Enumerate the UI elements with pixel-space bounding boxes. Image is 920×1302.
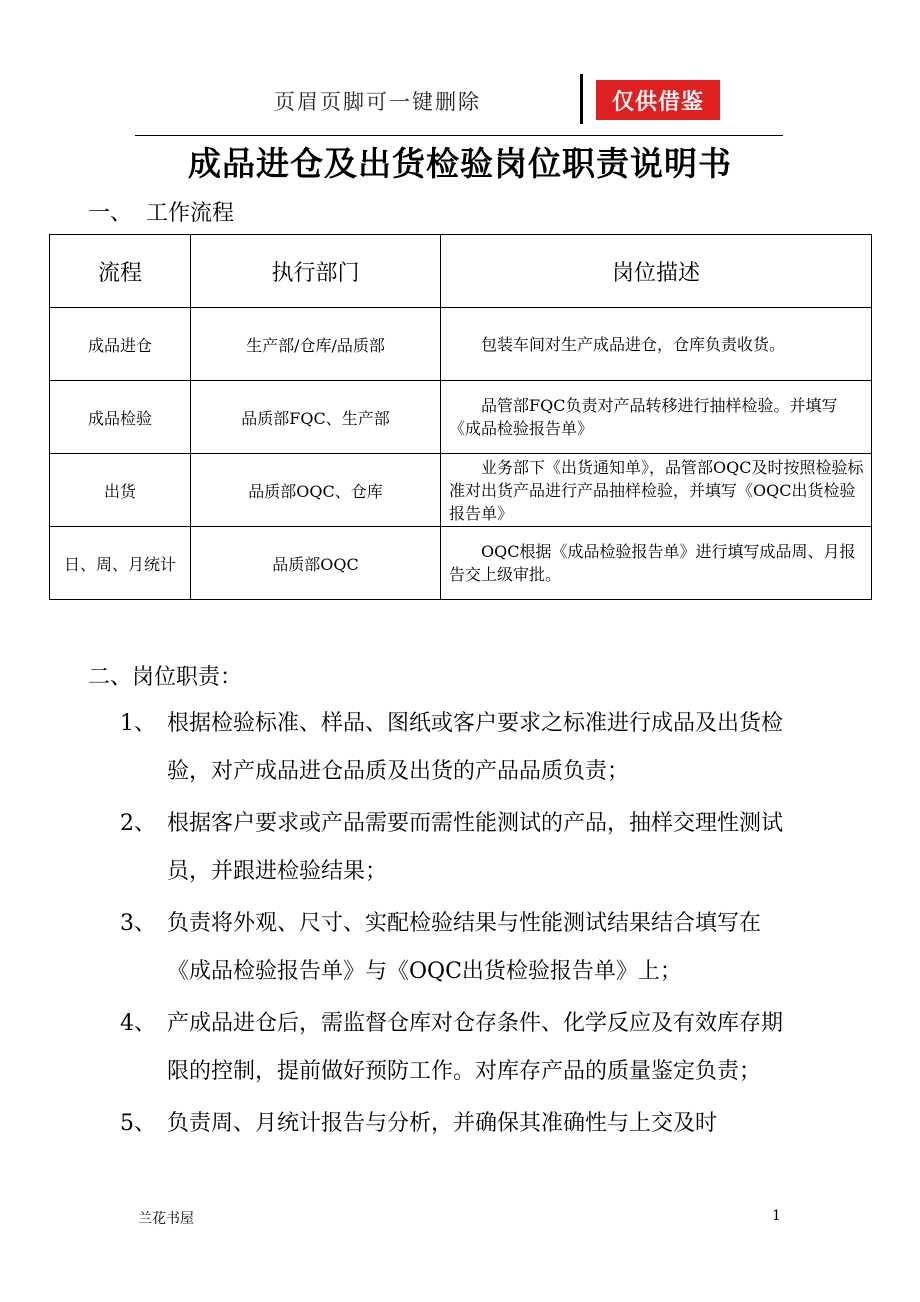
table-row (50, 454, 872, 527)
list-item (120, 1100, 790, 1148)
list-item-text: 产成品进仓后，需监督仓库对仓存条件、化学反应及有效库存期限的控制，提前做好预防工作。对库存产品的质量鉴定负责； (167, 1011, 784, 1084)
reference-only-badge: 仅供借鉴 (596, 80, 720, 120)
cell-dept: 生产部/仓库/品质部 (191, 308, 441, 381)
list-item-number: 3、 (120, 911, 156, 936)
list-item-number: 4、 (120, 1011, 156, 1036)
column-header-dept: 执行部门 (191, 235, 441, 308)
table-row (50, 527, 872, 600)
list-item (120, 700, 790, 796)
header-rule (135, 135, 783, 136)
cell-dept: 品质部OQC (191, 527, 441, 600)
list-item-number: 2、 (120, 811, 156, 836)
table-row (50, 308, 872, 381)
column-header-process: 流程 (50, 235, 191, 308)
list-item (120, 1000, 790, 1096)
cell-process: 成品检验 (50, 381, 191, 454)
list-item-number: 1、 (120, 711, 156, 736)
page-title: 成品进仓及出货检验岗位职责说明书 (188, 144, 732, 183)
header-divider (580, 74, 583, 124)
cell-desc: 业务部下《出货通知单》，品管部OQC及时按照检验标准对出货产品进行产品抽样检验，并填写《OQC出货检验报告单》 (441, 454, 872, 527)
duties-list (120, 700, 790, 1152)
table-row (50, 381, 872, 454)
list-item-text: 根据客户要求或产品需要而需性能测试的产品，抽样交理性测试员，并跟进检验结果； (167, 811, 784, 884)
header-banner (262, 74, 722, 126)
list-item-text: 根据检验标准、样品、图纸或客户要求之标准进行成品及出货检验，对产成品进仓品质及出货的产品品质负责； (167, 711, 784, 784)
section-heading-workflow: 一、 工作流程 (88, 201, 234, 226)
cell-desc: 品管部FQC负责对产品转移进行抽样检验。并填写《成品检验报告单》 (441, 381, 872, 454)
cell-process: 出货 (50, 454, 191, 527)
cell-process: 成品进仓 (50, 308, 191, 381)
list-item-text: 负责周、月统计报告与分析，并确保其准确性与上交及时 (167, 1111, 718, 1136)
workflow-table (49, 234, 872, 600)
cell-desc: OQC根据《成品检验报告单》进行填写成品周、月报告交上级审批。 (441, 527, 872, 600)
page-number: 1 (772, 1208, 781, 1224)
footer-source: 兰花书屋 (138, 1211, 194, 1227)
cell-desc: 包装车间对生产成品进仓，仓库负责收货。 (441, 308, 872, 381)
cell-process: 日、周、月统计 (50, 527, 191, 600)
table-header-row (50, 235, 872, 308)
cell-dept: 品质部FQC、生产部 (191, 381, 441, 454)
list-item-number: 5、 (120, 1111, 156, 1136)
list-item-text: 负责将外观、尺寸、实配检验结果与性能测试结果结合填写在《成品检验报告单》与《OQC出货检验报告单》上； (167, 911, 762, 984)
section-heading-duties: 二、岗位职责： (88, 665, 243, 690)
list-item (120, 900, 790, 996)
column-header-desc: 岗位描述 (441, 235, 872, 308)
header-note: 页眉页脚可一键删除 (274, 90, 481, 114)
cell-dept: 品质部OQC、仓库 (191, 454, 441, 527)
list-item (120, 800, 790, 896)
